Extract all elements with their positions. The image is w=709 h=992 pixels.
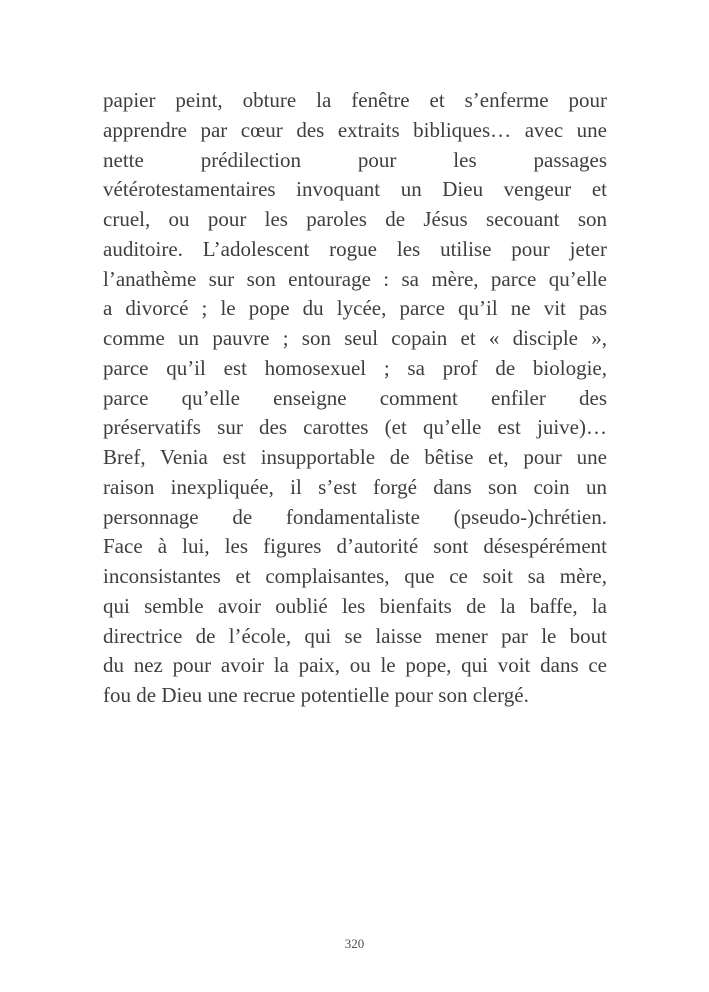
text-line: parce qu’elle enseigne comment enfiler des xyxy=(103,385,607,410)
text-line: vétérotestamentaires invoquant un Dieu vengeur et xyxy=(103,177,607,202)
text-line: du nez pour avoir la paix, ou le pope, qui voit dans ce xyxy=(103,653,607,678)
text-line: comme un pauvre ; son seul copain et « disciple », xyxy=(103,326,607,350)
text-line: a divorcé ; le pope du lycée, parce qu’il ne vit pas xyxy=(103,296,607,321)
text-line: auditoire. L’adolescent rogue les utilise pour jeter xyxy=(103,236,607,261)
text-line: nette prédilection pour les passages xyxy=(103,147,607,172)
text-line: raison inexpliquée, il s’est forgé dans son coin un xyxy=(103,474,607,499)
text-line: parce qu’il est homosexuel ; sa prof de biologie, xyxy=(103,355,607,380)
text-line: directrice de l’école, qui se laisse mener par le bout xyxy=(103,623,607,648)
text-line: apprendre par cœur des extraits bibliques… avec une xyxy=(103,117,607,142)
body-text xyxy=(103,86,607,711)
text-line: Face à lui, les figures d’autorité sont désespérément xyxy=(103,534,607,559)
text-line: l’anathème sur son entourage : sa mère, parce qu’elle xyxy=(103,266,607,291)
text-line: qui semble avoir oublié les bienfaits de la baffe, la xyxy=(103,593,607,618)
text-line: inconsistantes et complaisantes, que ce soit sa mère, xyxy=(103,564,607,588)
text-line: fou de Dieu une recrue potentielle pour son clergé. xyxy=(103,683,529,707)
text-line: Bref, Venia est insupportable de bêtise et, pour une xyxy=(103,445,607,469)
text-line: personnage de fondamentaliste (pseudo-)chrétien. xyxy=(103,504,607,529)
text-line: papier peint, obture la fenêtre et s’enferme pour xyxy=(103,88,607,112)
text-line: cruel, ou pour les paroles de Jésus secouant son xyxy=(103,207,607,231)
text-line: préservatifs sur des carottes (et qu’elle est juive)… xyxy=(103,415,607,440)
page-number: 320 xyxy=(344,936,365,951)
